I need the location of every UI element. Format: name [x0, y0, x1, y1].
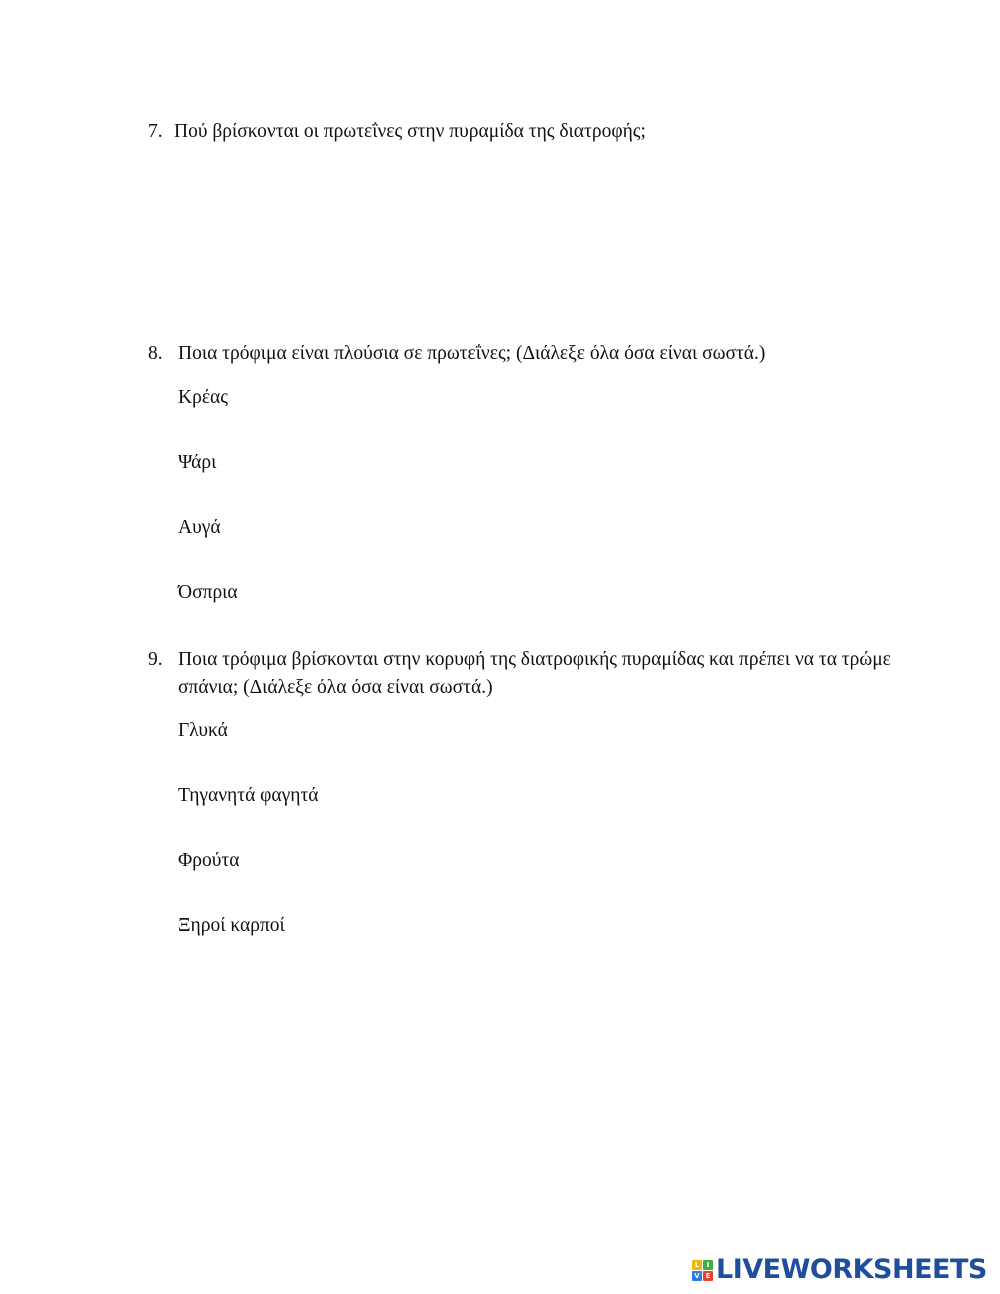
logo-mark-cell: V — [692, 1271, 702, 1281]
question-9 — [148, 646, 898, 702]
question-text: Ποια τρόφιμα είναι πλούσια σε πρωτεΐνες; (Διάλεξε όλα όσα είναι σωστά.) — [178, 343, 766, 364]
option-kreas[interactable]: Κρέας — [178, 387, 228, 408]
option-glyka[interactable]: Γλυκά — [178, 720, 228, 741]
question-text: Πού βρίσκονται οι πρωτεΐνες στην πυραμίδα της διατροφής; — [174, 121, 646, 142]
option-ospria[interactable]: Όσπρια — [178, 582, 238, 603]
question-number: 9. — [148, 649, 163, 670]
liveworksheets-logo — [692, 1254, 987, 1286]
question-text: Ποια τρόφιμα βρίσκονται στην κορυφή της διατροφικής πυραμίδας και πρέπει να τα τρώμε σπάνια; (Διάλεξε όλα όσα είναι σωστά.) — [178, 649, 891, 698]
option-psari[interactable]: Ψάρι — [178, 452, 217, 473]
option-tiganita-fagita[interactable]: Τηγανητά φαγητά — [178, 785, 319, 806]
question-8 — [148, 340, 898, 368]
option-xiroi-karpoi[interactable]: Ξηροί καρποί — [178, 915, 285, 936]
option-avga[interactable]: Αυγά — [178, 517, 221, 538]
liveworksheets-logo-icon — [692, 1260, 713, 1281]
logo-mark-cell: E — [703, 1271, 713, 1281]
logo-mark-cell: L — [692, 1260, 702, 1270]
option-frouta[interactable]: Φρούτα — [178, 850, 240, 871]
question-7 — [148, 118, 894, 146]
liveworksheets-logo-text: LIVEWORKSHEETS — [716, 1254, 987, 1285]
question-number: 7. — [148, 121, 163, 142]
logo-mark-cell: I — [703, 1260, 713, 1270]
question-number: 8. — [148, 343, 163, 364]
